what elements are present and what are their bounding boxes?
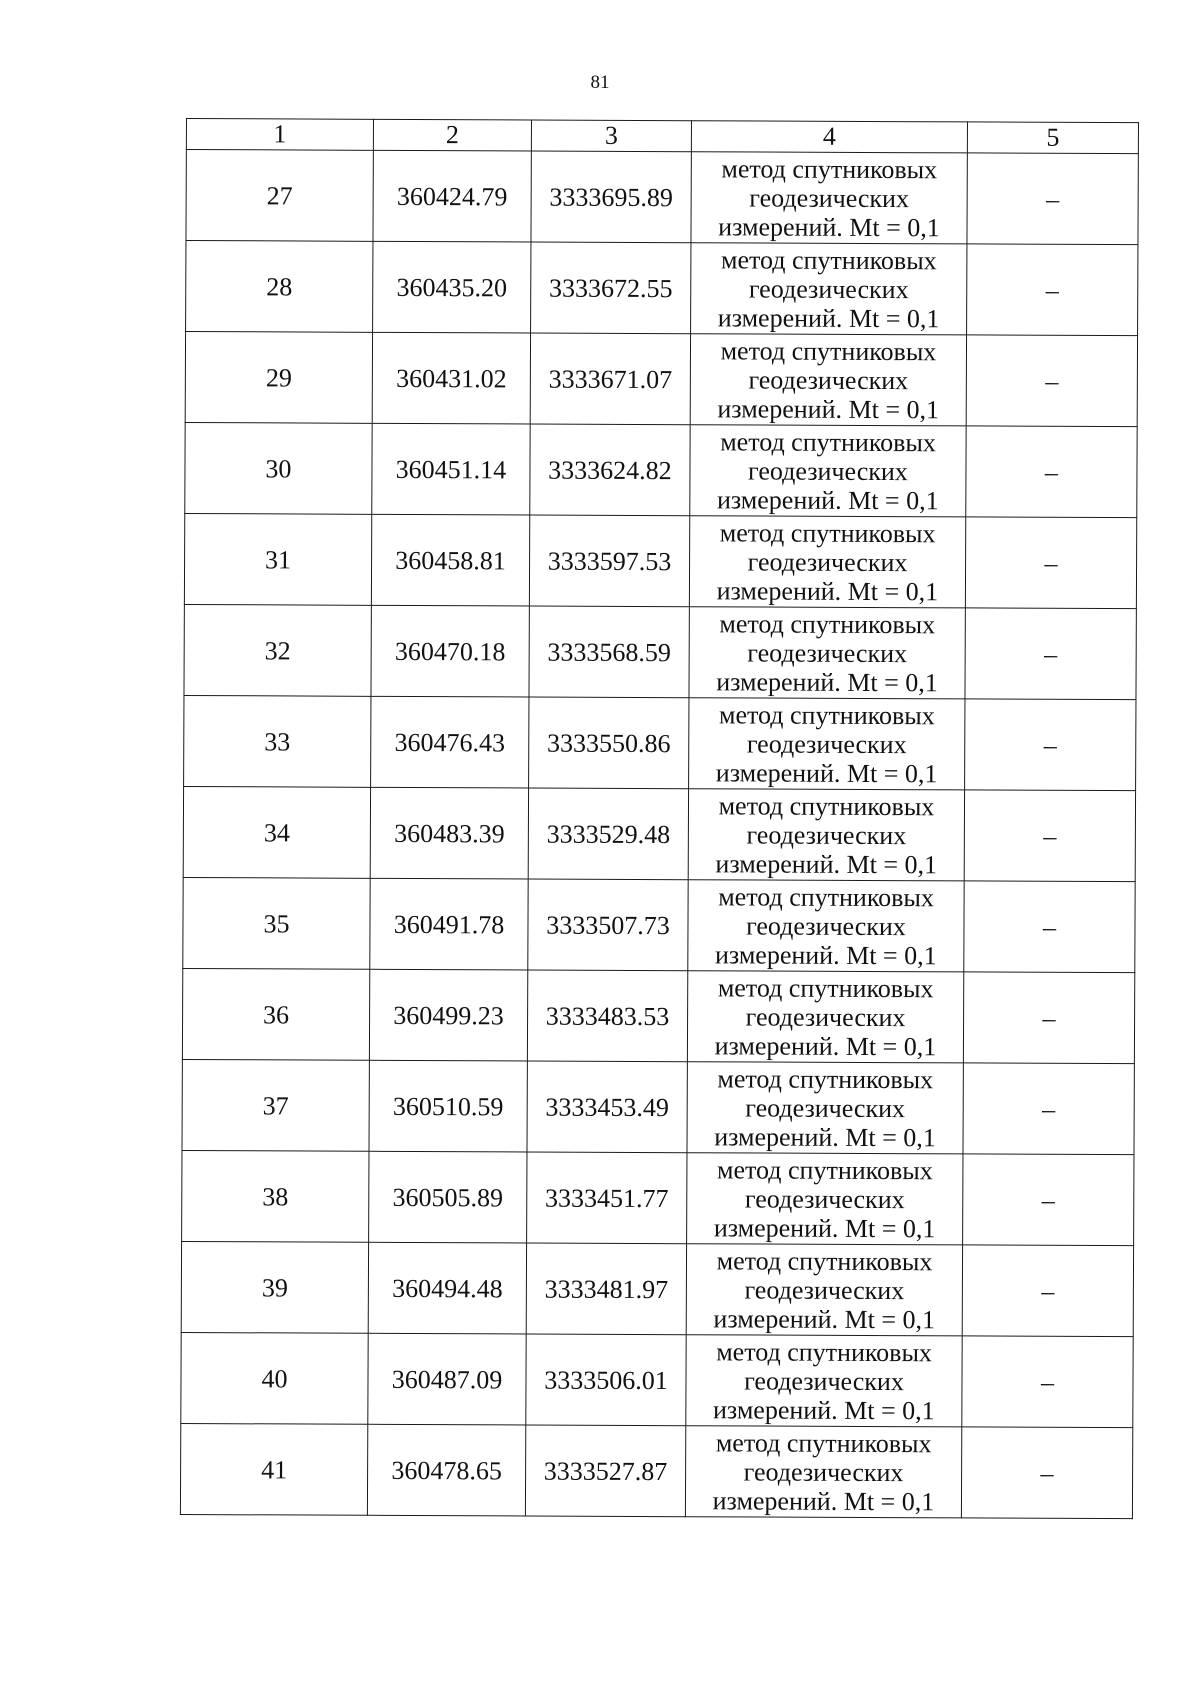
- method-text: метод спутниковых геодезических измерений. Mt = 0,1: [712, 1336, 935, 1425]
- table-row: [180, 1423, 1132, 1518]
- method-text: метод спутниковых геодезических измерений. Mt = 0,1: [715, 699, 938, 788]
- note-cell: –: [965, 608, 1136, 700]
- note-cell: –: [966, 426, 1137, 518]
- method-cell: [688, 880, 964, 972]
- table-row: [182, 1150, 1134, 1245]
- table-row: [182, 1059, 1134, 1154]
- method-text: метод спутниковых геодезических измерений. Mt = 0,1: [713, 1245, 936, 1334]
- header-cell-2: 2: [373, 119, 531, 151]
- method-text: метод спутниковых геодезических измерений. Mt = 0,1: [714, 1063, 936, 1152]
- x-coordinate: 360510.59: [369, 1060, 527, 1152]
- method-text: метод спутниковых геодезических измерений. Mt = 0,1: [717, 244, 940, 333]
- method-text: метод спутниковых геодезических измерений. Mt = 0,1: [716, 426, 939, 515]
- x-coordinate: 360487.09: [368, 1333, 526, 1425]
- point-number: 32: [184, 604, 371, 696]
- method-cell: [691, 243, 967, 335]
- point-number: 28: [186, 241, 373, 333]
- table-row: [184, 513, 1136, 608]
- point-number: 29: [185, 332, 372, 424]
- point-number: 30: [185, 422, 372, 514]
- y-coordinate: 3333481.97: [526, 1243, 686, 1335]
- x-coordinate: 360458.81: [371, 514, 529, 606]
- method-text: метод спутниковых геодезических измерений. Mt = 0,1: [712, 1427, 935, 1516]
- x-coordinate: 360499.23: [369, 969, 527, 1061]
- table-header: [186, 119, 1138, 154]
- point-number: 33: [184, 695, 371, 787]
- y-coordinate: 3333550.86: [529, 697, 689, 789]
- table-row: [186, 241, 1138, 336]
- table-row: [181, 1241, 1133, 1336]
- x-coordinate: 360431.02: [372, 332, 530, 424]
- note-cell: –: [962, 1245, 1133, 1337]
- note-cell: –: [965, 517, 1136, 609]
- method-cell: [689, 516, 965, 608]
- page-number: 81: [590, 72, 610, 93]
- method-text: метод спутниковых геодезических измерений. Mt = 0,1: [716, 608, 938, 697]
- point-number: 35: [183, 877, 370, 969]
- method-text: метод спутниковых геодезических измерений. Mt = 0,1: [713, 1154, 936, 1243]
- header-cell-5: 5: [967, 122, 1138, 154]
- method-cell: [687, 1153, 963, 1245]
- method-cell: [690, 334, 966, 426]
- y-coordinate: 3333672.55: [531, 242, 691, 334]
- table-row: [184, 695, 1136, 790]
- note-cell: –: [965, 699, 1136, 791]
- x-coordinate: 360483.39: [370, 787, 528, 879]
- x-coordinate: 360435.20: [373, 241, 531, 333]
- method-cell: [691, 152, 967, 244]
- point-number: 27: [186, 150, 373, 242]
- table-row: [185, 422, 1137, 517]
- point-number: 41: [180, 1423, 367, 1515]
- y-coordinate: 3333453.49: [527, 1061, 687, 1153]
- method-text: метод спутниковых геодезических измерений. Mt = 0,1: [714, 972, 937, 1061]
- table-row: [184, 604, 1136, 699]
- x-coordinate: 360424.79: [373, 150, 531, 242]
- y-coordinate: 3333671.07: [530, 333, 690, 425]
- table-row: [186, 150, 1138, 245]
- method-text: метод спутниковых геодезических измерений. Mt = 0,1: [715, 790, 938, 879]
- x-coordinate: 360478.65: [367, 1424, 525, 1516]
- point-number: 38: [182, 1150, 369, 1242]
- x-coordinate: 360494.48: [368, 1242, 526, 1334]
- table-row: [185, 332, 1137, 427]
- point-number: 39: [181, 1241, 368, 1333]
- table-row: [183, 786, 1135, 881]
- method-cell: [689, 698, 965, 790]
- note-cell: –: [963, 972, 1134, 1064]
- method-text: метод спутниковых геодезических измерений. Mt = 0,1: [716, 517, 939, 606]
- header-cell-1: 1: [186, 119, 373, 151]
- header-cell-4: 4: [691, 121, 967, 153]
- table-row: [183, 877, 1135, 972]
- point-number: 31: [184, 513, 371, 605]
- y-coordinate: 3333451.77: [527, 1152, 687, 1244]
- note-cell: –: [964, 881, 1135, 973]
- method-cell: [687, 971, 963, 1063]
- note-cell: –: [964, 790, 1135, 882]
- note-cell: –: [961, 1427, 1132, 1519]
- x-coordinate: 360476.43: [371, 696, 529, 788]
- y-coordinate: 3333695.89: [531, 151, 691, 243]
- table-body: [180, 150, 1138, 1519]
- point-number: 36: [182, 968, 369, 1060]
- y-coordinate: 3333624.82: [530, 424, 690, 516]
- method-cell: [690, 425, 966, 517]
- note-cell: –: [962, 1336, 1133, 1428]
- y-coordinate: 3333568.59: [529, 606, 689, 698]
- y-coordinate: 3333506.01: [526, 1334, 686, 1426]
- method-text: метод спутниковых геодезических измерений. Mt = 0,1: [714, 881, 937, 970]
- method-cell: [686, 1244, 962, 1336]
- method-cell: [687, 1062, 963, 1154]
- note-cell: –: [963, 1063, 1134, 1155]
- note-cell: –: [963, 1154, 1134, 1246]
- table-row: [181, 1332, 1133, 1427]
- note-cell: –: [967, 153, 1138, 245]
- note-cell: –: [966, 335, 1137, 427]
- y-coordinate: 3333483.53: [527, 970, 687, 1062]
- method-cell: [685, 1426, 961, 1518]
- point-number: 40: [181, 1332, 368, 1424]
- header-cell-3: 3: [531, 120, 691, 152]
- x-coordinate: 360491.78: [370, 878, 528, 970]
- method-text: метод спутниковых геодезических измерений. Mt = 0,1: [718, 153, 940, 242]
- table-row: [182, 968, 1134, 1063]
- y-coordinate: 3333527.87: [525, 1425, 685, 1517]
- y-coordinate: 3333529.48: [528, 788, 688, 880]
- method-text: метод спутниковых геодезических измерений. Mt = 0,1: [717, 335, 940, 424]
- y-coordinate: 3333507.73: [528, 879, 688, 971]
- method-cell: [686, 1335, 962, 1427]
- x-coordinate: 360451.14: [372, 423, 530, 515]
- header-row: [186, 119, 1138, 154]
- point-number: 34: [183, 786, 370, 878]
- x-coordinate: 360470.18: [371, 605, 529, 697]
- coordinates-table: [180, 118, 1139, 1519]
- method-cell: [688, 789, 964, 881]
- note-cell: –: [967, 244, 1138, 336]
- method-cell: [689, 607, 965, 699]
- point-number: 37: [182, 1059, 369, 1151]
- x-coordinate: 360505.89: [369, 1151, 527, 1243]
- y-coordinate: 3333597.53: [529, 515, 689, 607]
